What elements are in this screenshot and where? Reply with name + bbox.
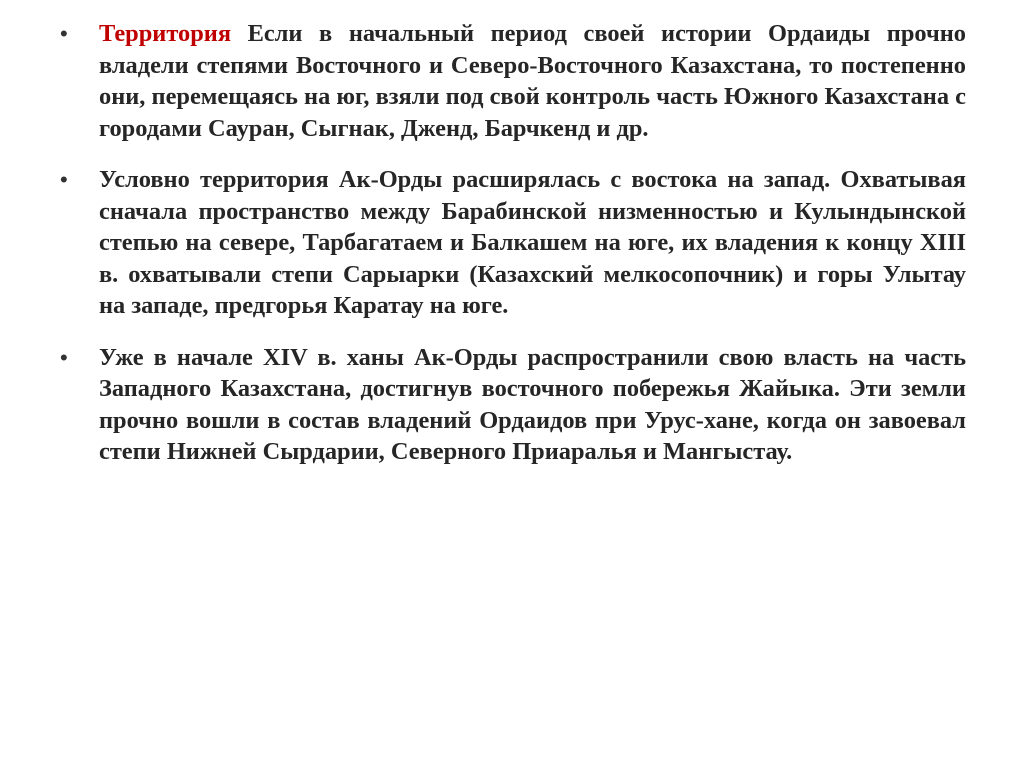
bullet-item-territory	[60, 18, 966, 144]
bullet-marker: •	[60, 167, 68, 192]
bullet-item-xiv-century	[60, 342, 966, 468]
bullet-marker: •	[60, 21, 68, 46]
bullet-lead-term: Территория	[99, 20, 232, 47]
bullet-marker: •	[60, 344, 68, 370]
bullet-text: Если в начальный период своей истории Ордаиды прочно владели степями Восточного и Северо-Восточного Казахстана, то постепенно они, перемещаясь на юг, взяли под свой контроль часть Южного Казахстана с городами Сауран, Сыгнак, Дженд, Барчкенд и др.	[99, 20, 966, 142]
bullet-text: Условно территория Ак-Орды расширялась с востока на запад. Охватывая сначала пространство между Барабинской низменностью и Кулындынской степью на севере, Тарбагатаем и Балкашем на юге, их владения к концу XIII в. охватывали степи Сарыарки (Казахский мелкосопочник) и горы Улытау на западе, предгорья Каратау на юге.	[99, 166, 966, 319]
bullet-list	[60, 18, 966, 488]
bullet-item-expansion	[60, 164, 966, 322]
bullet-text: Уже в начале XIV в. ханы Ак-Орды распространили свою власть на часть Западного Казахстана, достигнув восточного побережья Жайыка. Эти земли прочно вошли в состав владений Ордаидов при Урус-хане, когда он завоевал степи Нижней Сырдарии, Северного Приаралья и Мангыстау.	[99, 343, 966, 465]
